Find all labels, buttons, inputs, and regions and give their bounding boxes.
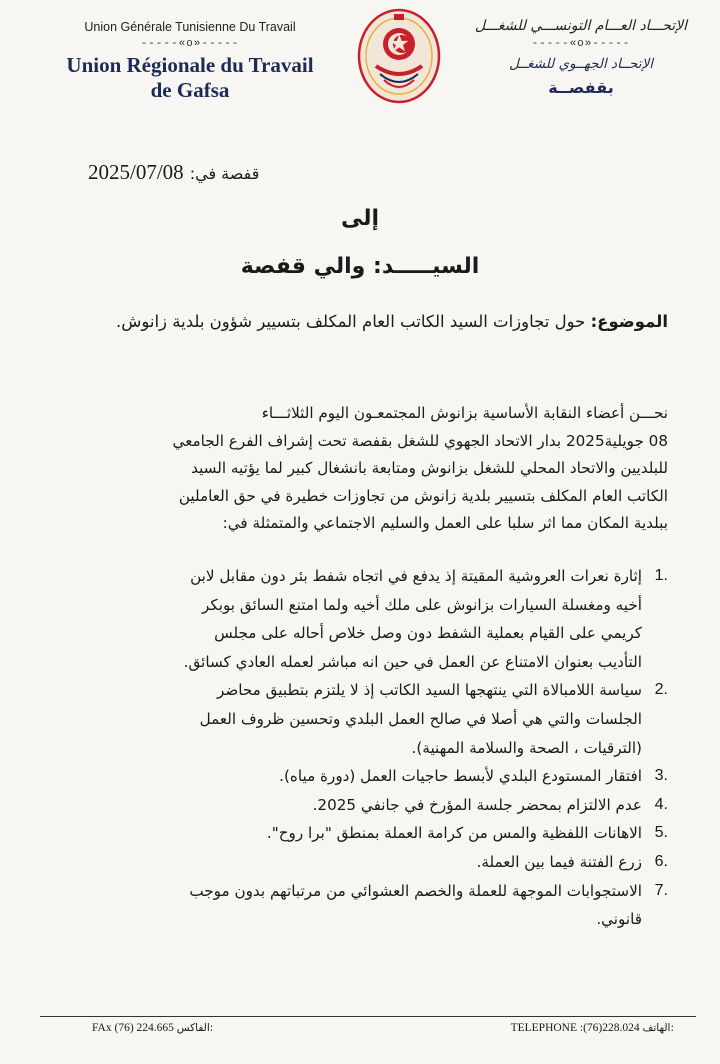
phone-label-ar: الهاتف: bbox=[642, 1022, 674, 1034]
list-item bbox=[52, 676, 668, 762]
date-value: 2025/07/08 bbox=[88, 160, 184, 184]
list-item-line: الجلسات والتي هي أصلا في صالح العمل البلدي وتحسين ظروف العمل bbox=[199, 709, 642, 728]
list-item-line: افتقار المستودع البلدي لأبسط حاجيات العمل (دورة مياه). bbox=[279, 767, 642, 786]
list-item-line: كريمي على القيام بعملية الشفط دون وصل خلاص أحاله على مجلس bbox=[214, 624, 642, 643]
footer-phone bbox=[511, 1022, 674, 1034]
list-item-line: التأديب بعنوان الامتناع عن العمل في حين انه مباشر لعمله العادي كسائق. bbox=[183, 652, 642, 671]
list-item bbox=[52, 819, 668, 848]
ugtt-emblem-icon bbox=[354, 4, 444, 104]
fax-label-ar: الفاكس: bbox=[176, 1022, 214, 1034]
body-paragraph bbox=[52, 400, 668, 538]
list-item bbox=[52, 877, 668, 934]
list-item bbox=[52, 848, 668, 877]
body-line: للبلديين والاتحاد المحلي للشغل بزانوش ومتابعة بانشغال كبير لما يؤتيه السيد bbox=[191, 459, 668, 477]
header-right bbox=[456, 14, 706, 97]
list-item bbox=[52, 562, 668, 676]
list-item-line: قانوني. bbox=[596, 910, 642, 929]
phone-label: TELEPHONE bbox=[510, 1022, 578, 1034]
subject-text: حول تجاوزات السيد الكاتب العام المكلف بتسيير شؤون بلدية زانوش. bbox=[115, 312, 586, 331]
body-line: الكاتب العام المكلف بتسيير بلدية زانوش من تجاوزات خطيرة في حق العاملين bbox=[178, 486, 668, 505]
list-item-number: 1. bbox=[654, 567, 668, 584]
regional-union-fr-line1: Union Régionale du Travail bbox=[66, 53, 314, 77]
footer-fax bbox=[92, 1022, 213, 1034]
list-item-number: 2. bbox=[654, 681, 668, 699]
fax-value: (76) 224.665 bbox=[114, 1022, 174, 1034]
list-item-line: (الترقيات ، الصحة والسلامة المهنية). bbox=[411, 738, 642, 757]
org-name-fr: Union Générale Tunisienne Du Travail bbox=[84, 20, 296, 34]
list-item-line: الاستجوابات الموجهة للعملة والخصم العشوائي من مرتباتهم بدون موجب bbox=[189, 881, 642, 900]
list-item-line: عدم الالتزام بمحضر جلسة المؤرخ في جانفي 2025. bbox=[312, 795, 642, 814]
phone-value: :(76)228.024 bbox=[579, 1022, 640, 1034]
header-separator-left: -----«o»----- bbox=[140, 38, 240, 50]
regional-union-ar-line1: الإتحــاد الجهــوي للشغــل bbox=[508, 56, 654, 72]
footer-divider bbox=[40, 1016, 696, 1017]
org-name-ar: الإتحـــاد العـــام التونســـي للشغـــل bbox=[474, 18, 688, 34]
subject-line bbox=[48, 312, 668, 331]
list-item-number: 5. bbox=[654, 824, 668, 842]
fax-label: FAx bbox=[92, 1022, 112, 1034]
header-separator-right: -----«o»----- bbox=[531, 38, 631, 50]
list-item-line: الاهانات اللفظية والمس من كرامة العملة بمنطق "برا روح". bbox=[266, 824, 642, 843]
date-label: قفصة في: bbox=[189, 164, 260, 183]
list-item-line: إثارة نعرات العروشية المقيتة إذ يدفع في اتجاه شفط بئر دون مقابل لابن bbox=[190, 567, 642, 585]
body-line: ببلدية المكان مما اثر سلبا على العمل والسليم الاجتماعي والمتمثلة في: bbox=[222, 514, 668, 532]
list-item-line: سياسة اللامبالاة التي ينتهجها السيد الكاتب إذ لا يلتزم بتطبيق محاضر bbox=[216, 681, 642, 700]
letter-date bbox=[88, 160, 259, 185]
regional-union-ar-line2: بقفصــة bbox=[548, 78, 614, 97]
list-item-number: 6. bbox=[654, 852, 668, 870]
list-item-number: 4. bbox=[654, 795, 668, 813]
grievance-list bbox=[52, 562, 668, 934]
regional-union-fr-line2: de Gafsa bbox=[150, 78, 230, 102]
list-item bbox=[52, 791, 668, 820]
body-line: 08 جويلية2025 بدار الاتحاد الجهوي للشغل بقفصة تحت إشراف الفرع الجامعي bbox=[172, 431, 668, 450]
recipient-to: إلى bbox=[340, 206, 380, 231]
header-left bbox=[40, 14, 340, 103]
subject-label: الموضوع: bbox=[590, 312, 668, 331]
list-item-number: 7. bbox=[654, 881, 668, 899]
recipient-addressee: السيـــــد: والي قفصة bbox=[240, 254, 480, 279]
list-item-number: 3. bbox=[654, 767, 668, 785]
body-line: نحـــن أعضاء النقابة الأساسية بزانوش المجتمعـون اليوم الثلاثـــاء bbox=[261, 404, 668, 422]
list-item bbox=[52, 762, 668, 791]
list-item-line: زرع الفتنة فيما بين العملة. bbox=[476, 852, 642, 871]
list-item-line: أخيه ومغسلة السيارات بزانوش على ملك أخيه ولما امتنع السائق بوبكر bbox=[201, 595, 642, 614]
